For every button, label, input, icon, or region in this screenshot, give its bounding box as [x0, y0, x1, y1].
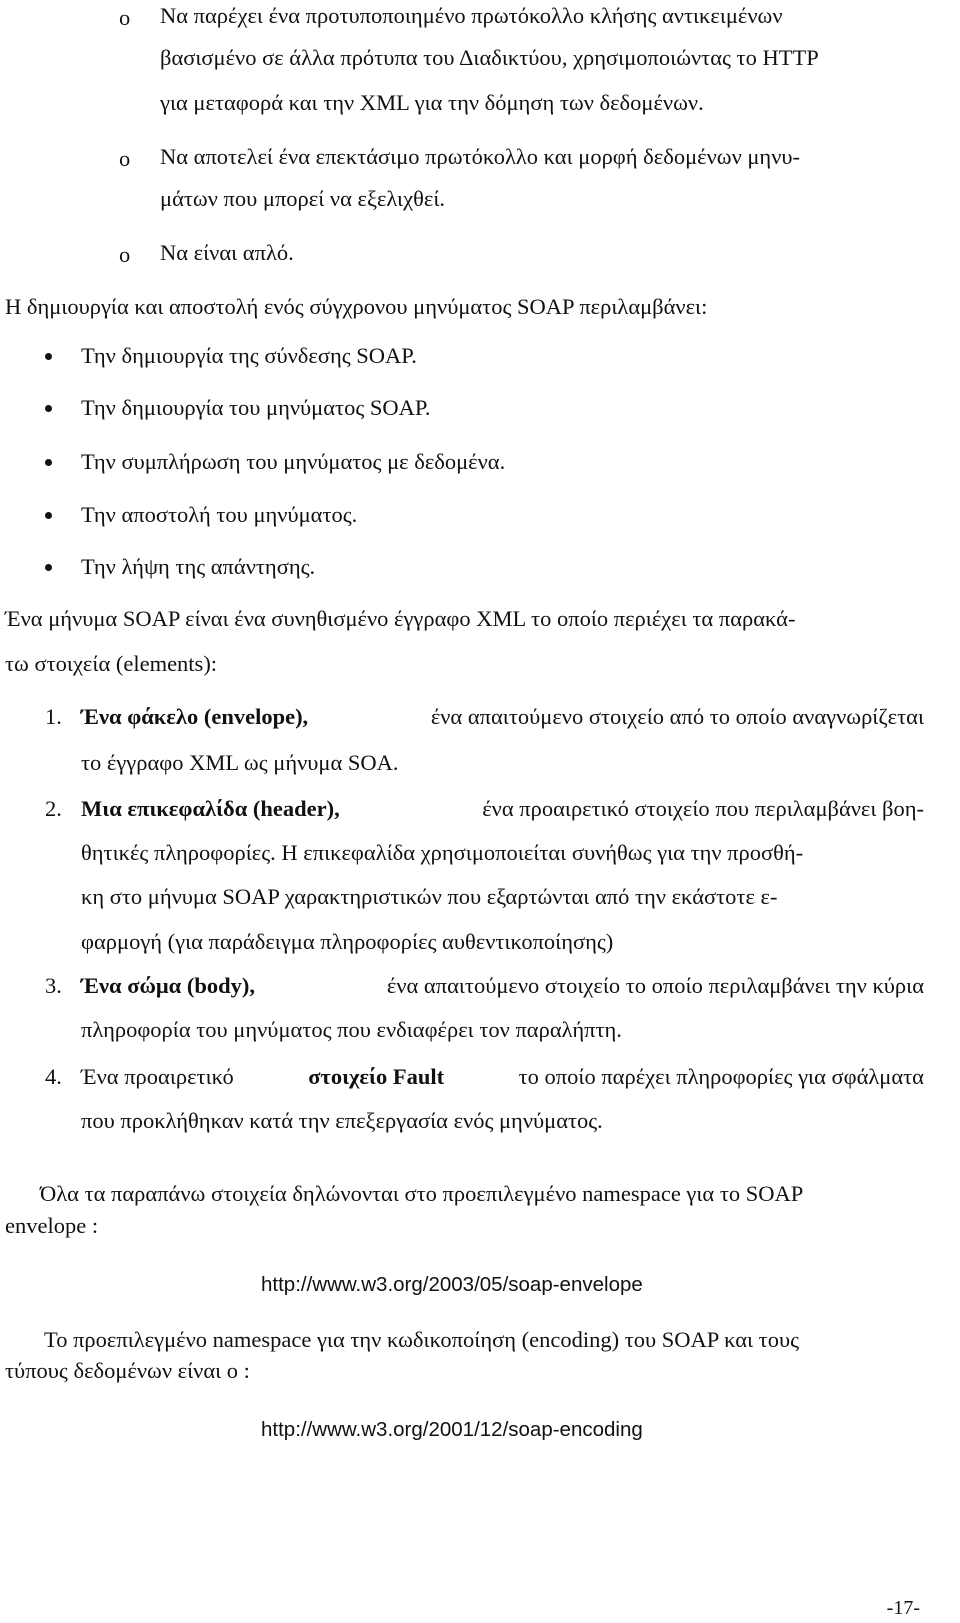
- sub-list-line: μάτων που μπορεί να εξελιχθεί.: [160, 186, 445, 211]
- sub-list-marker: o: [119, 242, 131, 267]
- creation-step: Την λήψη της απάντησης.: [81, 554, 316, 579]
- bullet-icon: [45, 353, 52, 360]
- creation-intro: Η δημιουργία και αποστολή ενός σύγχρονου μηνύματος SOAP περιλαμβάνει:: [5, 294, 708, 319]
- element-number: 2.: [45, 796, 62, 821]
- element-line: κη στο μήνυμα SOAP χαρακτηριστικών που εξαρτώνται από την εκάστοτε ε-: [81, 884, 778, 909]
- sub-list-line: Να είναι απλό.: [160, 240, 294, 265]
- element-line: πληροφορία του μηνύματος που ενδιαφέρει τον παραλήπτη.: [81, 1017, 622, 1042]
- element-description: ένα απαιτούμενο στοιχείο το οποίο περιλαμβάνει την κύρια: [386, 973, 924, 998]
- sub-list-line: Να παρέχει ένα προτυποποιημένο πρωτόκολλο κλήσης αντικειμένων: [160, 3, 783, 28]
- envelope-namespace-url: http://www.w3.org/2003/05/soap-envelope: [261, 1273, 643, 1296]
- envelope-paragraph-line: envelope :: [5, 1213, 99, 1238]
- creation-step: Την συμπλήρωση του μηνύματος με δεδομένα.: [81, 449, 506, 474]
- bullet-icon: [45, 512, 52, 519]
- envelope-paragraph-line: Όλα τα παραπάνω στοιχεία δηλώνονται στο προεπιλεγμένο namespace για το SOAP: [40, 1181, 804, 1206]
- element-description: ένα προαιρετικό στοιχείο που περιλαμβάνει βοη-: [482, 796, 924, 821]
- sub-list-marker: o: [119, 5, 131, 30]
- sub-list-line: βασισμένο σε άλλα πρότυπα του Διαδικτύου, χρησιμοποιώντας το HTTP: [160, 45, 819, 70]
- creation-step: Την δημιουργία της σύνδεσης SOAP.: [81, 343, 417, 368]
- encoding-namespace-url: http://www.w3.org/2001/12/soap-encoding: [261, 1418, 643, 1441]
- elements-intro-line: τω στοιχεία (elements):: [5, 651, 218, 676]
- element-term: Ένα σώμα (body),: [81, 973, 255, 998]
- page-number: -17-: [886, 1597, 920, 1619]
- elements-intro-line: Ένα μήνυμα SOAP είναι ένα συνηθισμένο έγγραφο XML το οποίο περιέχει τα παρακά-: [5, 606, 796, 631]
- sub-list-line: Να αποτελεί ένα επεκτάσιμο πρωτόκολλο και μορφή δεδομένων μηνυ-: [160, 144, 800, 169]
- bullet-icon: [45, 564, 52, 571]
- bullet-icon: [45, 405, 52, 412]
- element-description: το οποίο παρέχει πληροφορίες για σφάλματα: [518, 1064, 924, 1089]
- element-description: ένα απαιτούμενο στοιχείο από το οποίο αναγνωρίζεται: [430, 704, 924, 729]
- element-pre: Ένα προαιρετικό: [81, 1064, 234, 1089]
- creation-step: Την δημιουργία του μηνύματος SOAP.: [81, 395, 431, 420]
- bullet-icon: [45, 459, 52, 466]
- sub-list-marker: o: [119, 146, 131, 171]
- element-first-line: [81, 798, 924, 821]
- sub-list-line: για μεταφορά και την XML για την δόμηση των δεδομένων.: [160, 90, 704, 115]
- element-first-line: [81, 975, 924, 998]
- element-number: 4.: [45, 1064, 62, 1089]
- encoding-paragraph-line: τύπους δεδομένων είναι ο :: [5, 1358, 250, 1383]
- element-line: το έγγραφο XML ως μήνυμα SOA.: [81, 750, 399, 775]
- element-first-line: [81, 706, 924, 729]
- creation-step: Την αποστολή του μηνύματος.: [81, 502, 358, 527]
- element-line: φαρμογή (για παράδειγμα πληροφορίες αυθεντικοποίησης): [81, 929, 614, 954]
- element-number: 1.: [45, 704, 62, 729]
- element-term: Μια επικεφαλίδα (header),: [81, 796, 340, 821]
- element-first-line: [81, 1066, 924, 1089]
- encoding-paragraph-line: Το προεπιλεγμένο namespace για την κωδικοποίηση (encoding) του SOAP και τους: [44, 1327, 800, 1352]
- element-line: που προκλήθηκαν κατά την επεξεργασία ενός μηνύματος.: [81, 1108, 603, 1133]
- element-term: στοιχείο Fault: [308, 1064, 445, 1089]
- element-term: Ένα φάκελο (envelope),: [81, 704, 309, 729]
- element-line: θητικές πληροφορίες. Η επικεφαλίδα χρησιμοποιείται συνήθως για την προσθή-: [81, 840, 804, 865]
- element-number: 3.: [45, 973, 62, 998]
